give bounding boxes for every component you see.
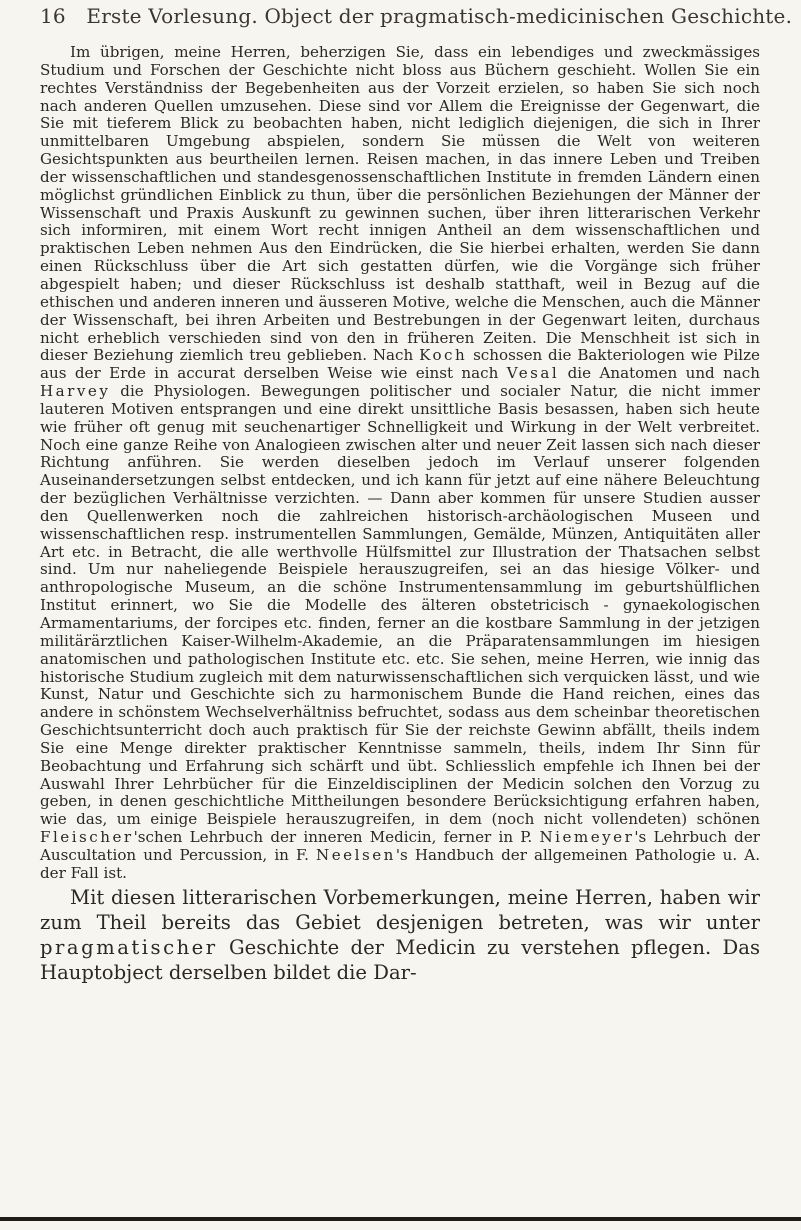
text-run: die Anatomen und nach bbox=[559, 364, 760, 383]
page-body bbox=[40, 44, 760, 985]
running-title: Erste Vorlesung. Object der pragmatisch-medicinischen Geschichte. bbox=[86, 4, 793, 28]
name-niemeyer: Niemeyer bbox=[539, 828, 635, 847]
running-header bbox=[40, 4, 793, 28]
text-run: Mit diesen litterarischen Vorbemerkungen, meine Herren, haben wir zum Theil bereits das Gebiet desjenigen betreten, was wir unter bbox=[40, 885, 760, 934]
page-bottom-edge bbox=[0, 1217, 801, 1221]
text-run: 's Handbuch der allgemeinen Pathologie u. A. der Fall ist. bbox=[40, 845, 760, 882]
text-run: 'schen Lehrbuch der inneren Medicin, ferner in P. bbox=[133, 828, 540, 847]
text-run: 's Lehrbuch der Auscultation und Percussion, in F. bbox=[40, 828, 760, 864]
term-pragmatischer: pragmatischer bbox=[40, 935, 218, 959]
text-run: die Physiologen. Bewegungen politischer und socialer Natur, die nicht immer lauteren Motiven entsprangen und eine direkt unsittliche Basis besassen, haben sich heute wie früher oft genug mit seuchenartiger Schnelligkeit und Wirkung in der Welt verbreitet. Noch eine ganze Reihe von Analogieen zwischen alter und neuer Zeit lassen sich nach dieser Richtung anführen. Sie werden dieselben jedoch im Verlauf unserer folgenden Auseinandersetzungen selbst entdecken, und ich kann für jetzt auf eine nähere Beleuchtung der bezüglichen Verhältnisse verzichten. — Dann aber kommen für unsere Studien ausser den Quellenwerken noch die zahlreichen historisch-archäologischen Museen und wissenschaftlichen resp. instrumentellen Sammlungen, Gemälde, Münzen, Antiquitäten aller Art etc. in Betracht, die alle werthvolle Hülfsmittel zur Illustration der Thatsachen selbst sind. Um nur naheliegende Beispiele herauszugreifen, sei an das hiesige Völker- und anthropologische Museum, an die schöne Instrumentensammlung im geburtshülflichen Institut erinnert, wo Sie die Modelle des älteren obstetricisch - gynaekologischen Armamentariums, der forcipes etc. finden, ferner an die kostbare Sammlung in der jetzigen militärärztlichen Kaiser-Wilhelm-Akademie, an die Präparatensammlungen im hiesigen anatomischen und pathologischen Institute etc. etc. Sie sehen, meine Herren, wie innig das historische Studium zugleich mit dem naturwissenschaftlichen sich verquicken lässt, und wie Kunst, Natur und Geschichte sich zu harmonischem Bunde die Hand reichen, eines das andere in schönstem Wechselverhältniss befruchtet, sodass aus dem scheinbar theoretischen Geschichtsunterricht doch auch praktisch für Sie der reichste Gewinn abfällt, theils indem Sie eine Menge direkter praktischer Kenntnisse sammeln, theils, indem Ihr Sinn für Beobachtung und Erfahrung sich schärft und übt. Schliesslich empfehle ich Ihnen bei der Auswahl Ihrer Lehrbücher für die Einzeldisciplinen der Medicin solchen den Vorzug zu geben, in denen geschichtliche Mittheilungen besondere Berücksichtigung erfahren haben, wie das, um einige Beispiele herauszugreifen, in dem (noch nicht vollendeten) schönen bbox=[40, 382, 760, 829]
page-number: 16 bbox=[40, 4, 66, 28]
name-neelsen: Neelsen bbox=[316, 845, 396, 864]
text-run: schossen die Bakteriologen wie Pilze aus der Erde in accurat derselben Weise wie einst nach bbox=[40, 346, 760, 383]
paragraph-main-text bbox=[40, 885, 760, 985]
name-vesal: Vesal bbox=[506, 364, 560, 383]
name-fleischer: Fleischer bbox=[40, 828, 134, 847]
name-harvey: Harvey bbox=[40, 382, 111, 401]
name-koch: Koch bbox=[419, 346, 468, 365]
text-run: Geschichte der Medicin zu verstehen pflegen. Das Hauptobject derselben bildet die Dar- bbox=[40, 935, 760, 984]
text-run: Im übrigen, meine Herren, beherzigen Sie, dass ein lebendiges und zweckmässiges Studium und Forschen der Geschichte nicht bloss aus Büchern geschieht. Wollen Sie ein rechtes Verständniss der Begebenheiten aus der Vorzeit erzielen, so haben Sie sich noch nach anderen Quellen umzusehen. Diese sind vor Allem die Ereignisse der Gegenwart, die Sie mit tieferem Blick zu beobachten haben, nicht lediglich diejenigen, die sich in Ihrer unmittelbaren Umgebung abspielen, sondern Sie müssen die Welt von weiteren Gesichtspunkten aus beurtheilen lernen. Reisen machen, in das innere Leben und Treiben der wissenschaftlichen und standesgenossenschaftlichen Institute in fremden Ländern einen möglichst gründlichen Einblick zu thun, über die persönlichen Beziehungen der Männer der Wissenschaft und Praxis Auskunft zu gewinnen suchen, über ihren litterarischen Verkehr sich informiren, mit einem Wort recht innigen Antheil an dem wissenschaftlichen und praktischen Leben nehmen Aus den Eindrücken, die Sie hierbei erhalten, werden Sie dann einen Rückschluss über die Art sich gestatten dürfen, wie die Vorgänge sich früher abgespielt haben; und dieser Rückschluss ist deshalb statthaft, weil in Bezug auf die ethischen und anderen inneren und äusseren Motive, welche die Menschen, auch die Männer der Wissenschaft, bei ihren Arbeiten und Bestrebungen in der Gegenwart leiten, durchaus nicht erheblich verschieden sind von den in früheren Zeiten. Die Menschheit ist sich in dieser Beziehung ziemlich treu geblieben. Nach bbox=[40, 43, 760, 365]
paragraph-small-print bbox=[40, 44, 760, 883]
